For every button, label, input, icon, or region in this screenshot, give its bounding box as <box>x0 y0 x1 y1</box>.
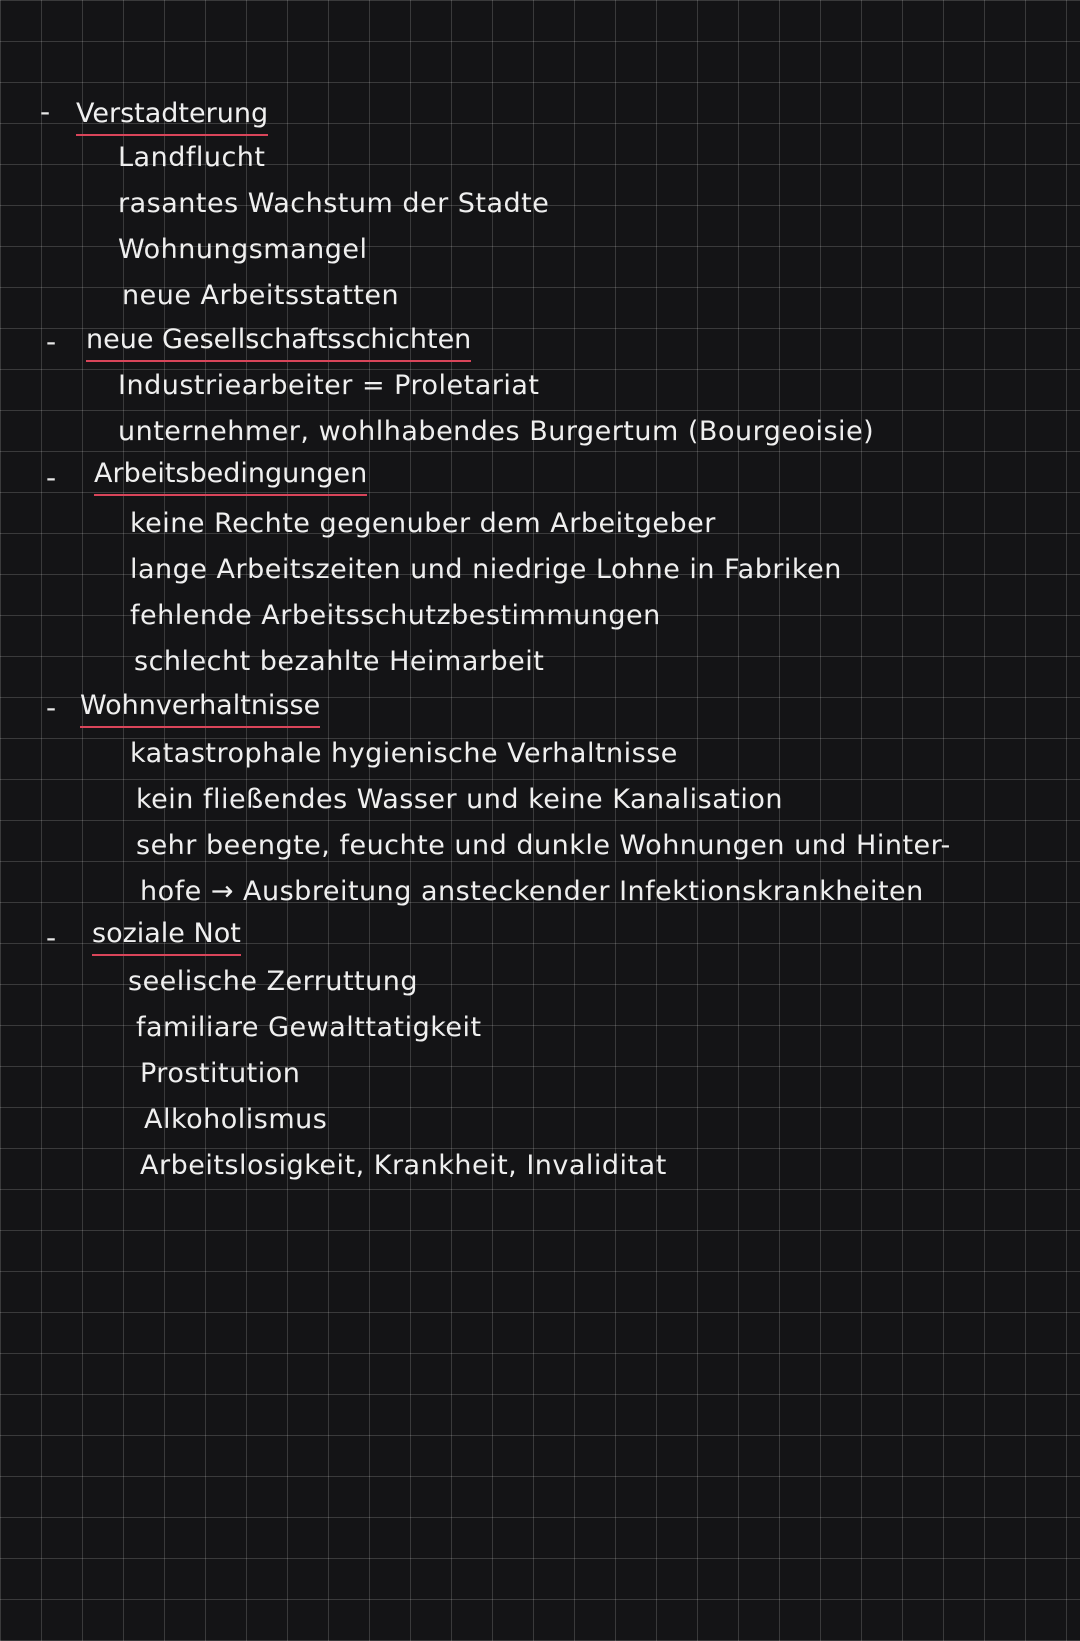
list-item: unternehmer, wohlhabendes Burgertum (Bourgeoisie) <box>118 416 875 447</box>
list-item: keine Rechte gegenuber dem Arbeitgeber <box>130 508 716 539</box>
list-item: Alkoholismus <box>144 1104 328 1135</box>
bullet-dash: - <box>46 691 57 724</box>
list-item: Industriearbeiter = Proletariat <box>118 370 540 401</box>
bullet-dash: - <box>46 325 57 358</box>
section-heading-verstadterung: Verstadterung <box>76 94 268 136</box>
list-item: katastrophale hygienische Verhaltnisse <box>130 738 678 769</box>
bullet-dash: - <box>46 921 57 954</box>
bullet-dash: - <box>40 95 51 128</box>
list-item: Arbeitslosigkeit, Krankheit, Invaliditat <box>140 1150 667 1181</box>
list-item: fehlende Arbeitsschutzbestimmungen <box>130 600 661 631</box>
list-item: schlecht bezahlte Heimarbeit <box>134 646 545 677</box>
list-item: Wohnungsmangel <box>118 234 368 265</box>
list-item: hofe → Ausbreitung ansteckender Infektionskrankheiten <box>140 876 924 907</box>
bullet-dash: - <box>46 461 57 494</box>
section-heading-gesellschaftsschichten: neue Gesellschaftsschichten <box>86 320 471 362</box>
list-item: sehr beengte, feuchte und dunkle Wohnungen und Hinter- <box>136 830 951 861</box>
list-item: kein fließendes Wasser und keine Kanalisation <box>136 784 783 815</box>
list-item: lange Arbeitszeiten und niedrige Lohne in Fabriken <box>130 554 842 585</box>
list-item: Landflucht <box>118 142 266 173</box>
section-heading-soziale-not: soziale Not <box>92 914 241 956</box>
list-item: Prostitution <box>140 1058 301 1089</box>
list-item: seelische Zerruttung <box>128 966 418 997</box>
list-item: rasantes Wachstum der Stadte <box>118 188 550 219</box>
list-item: neue Arbeitsstatten <box>122 280 400 311</box>
section-heading-wohnverhaltnisse: Wohnverhaltnisse <box>80 686 320 728</box>
section-heading-arbeitsbedingungen: Arbeitsbedingungen <box>94 454 367 496</box>
list-item: familiare Gewalttatigkeit <box>136 1012 482 1043</box>
